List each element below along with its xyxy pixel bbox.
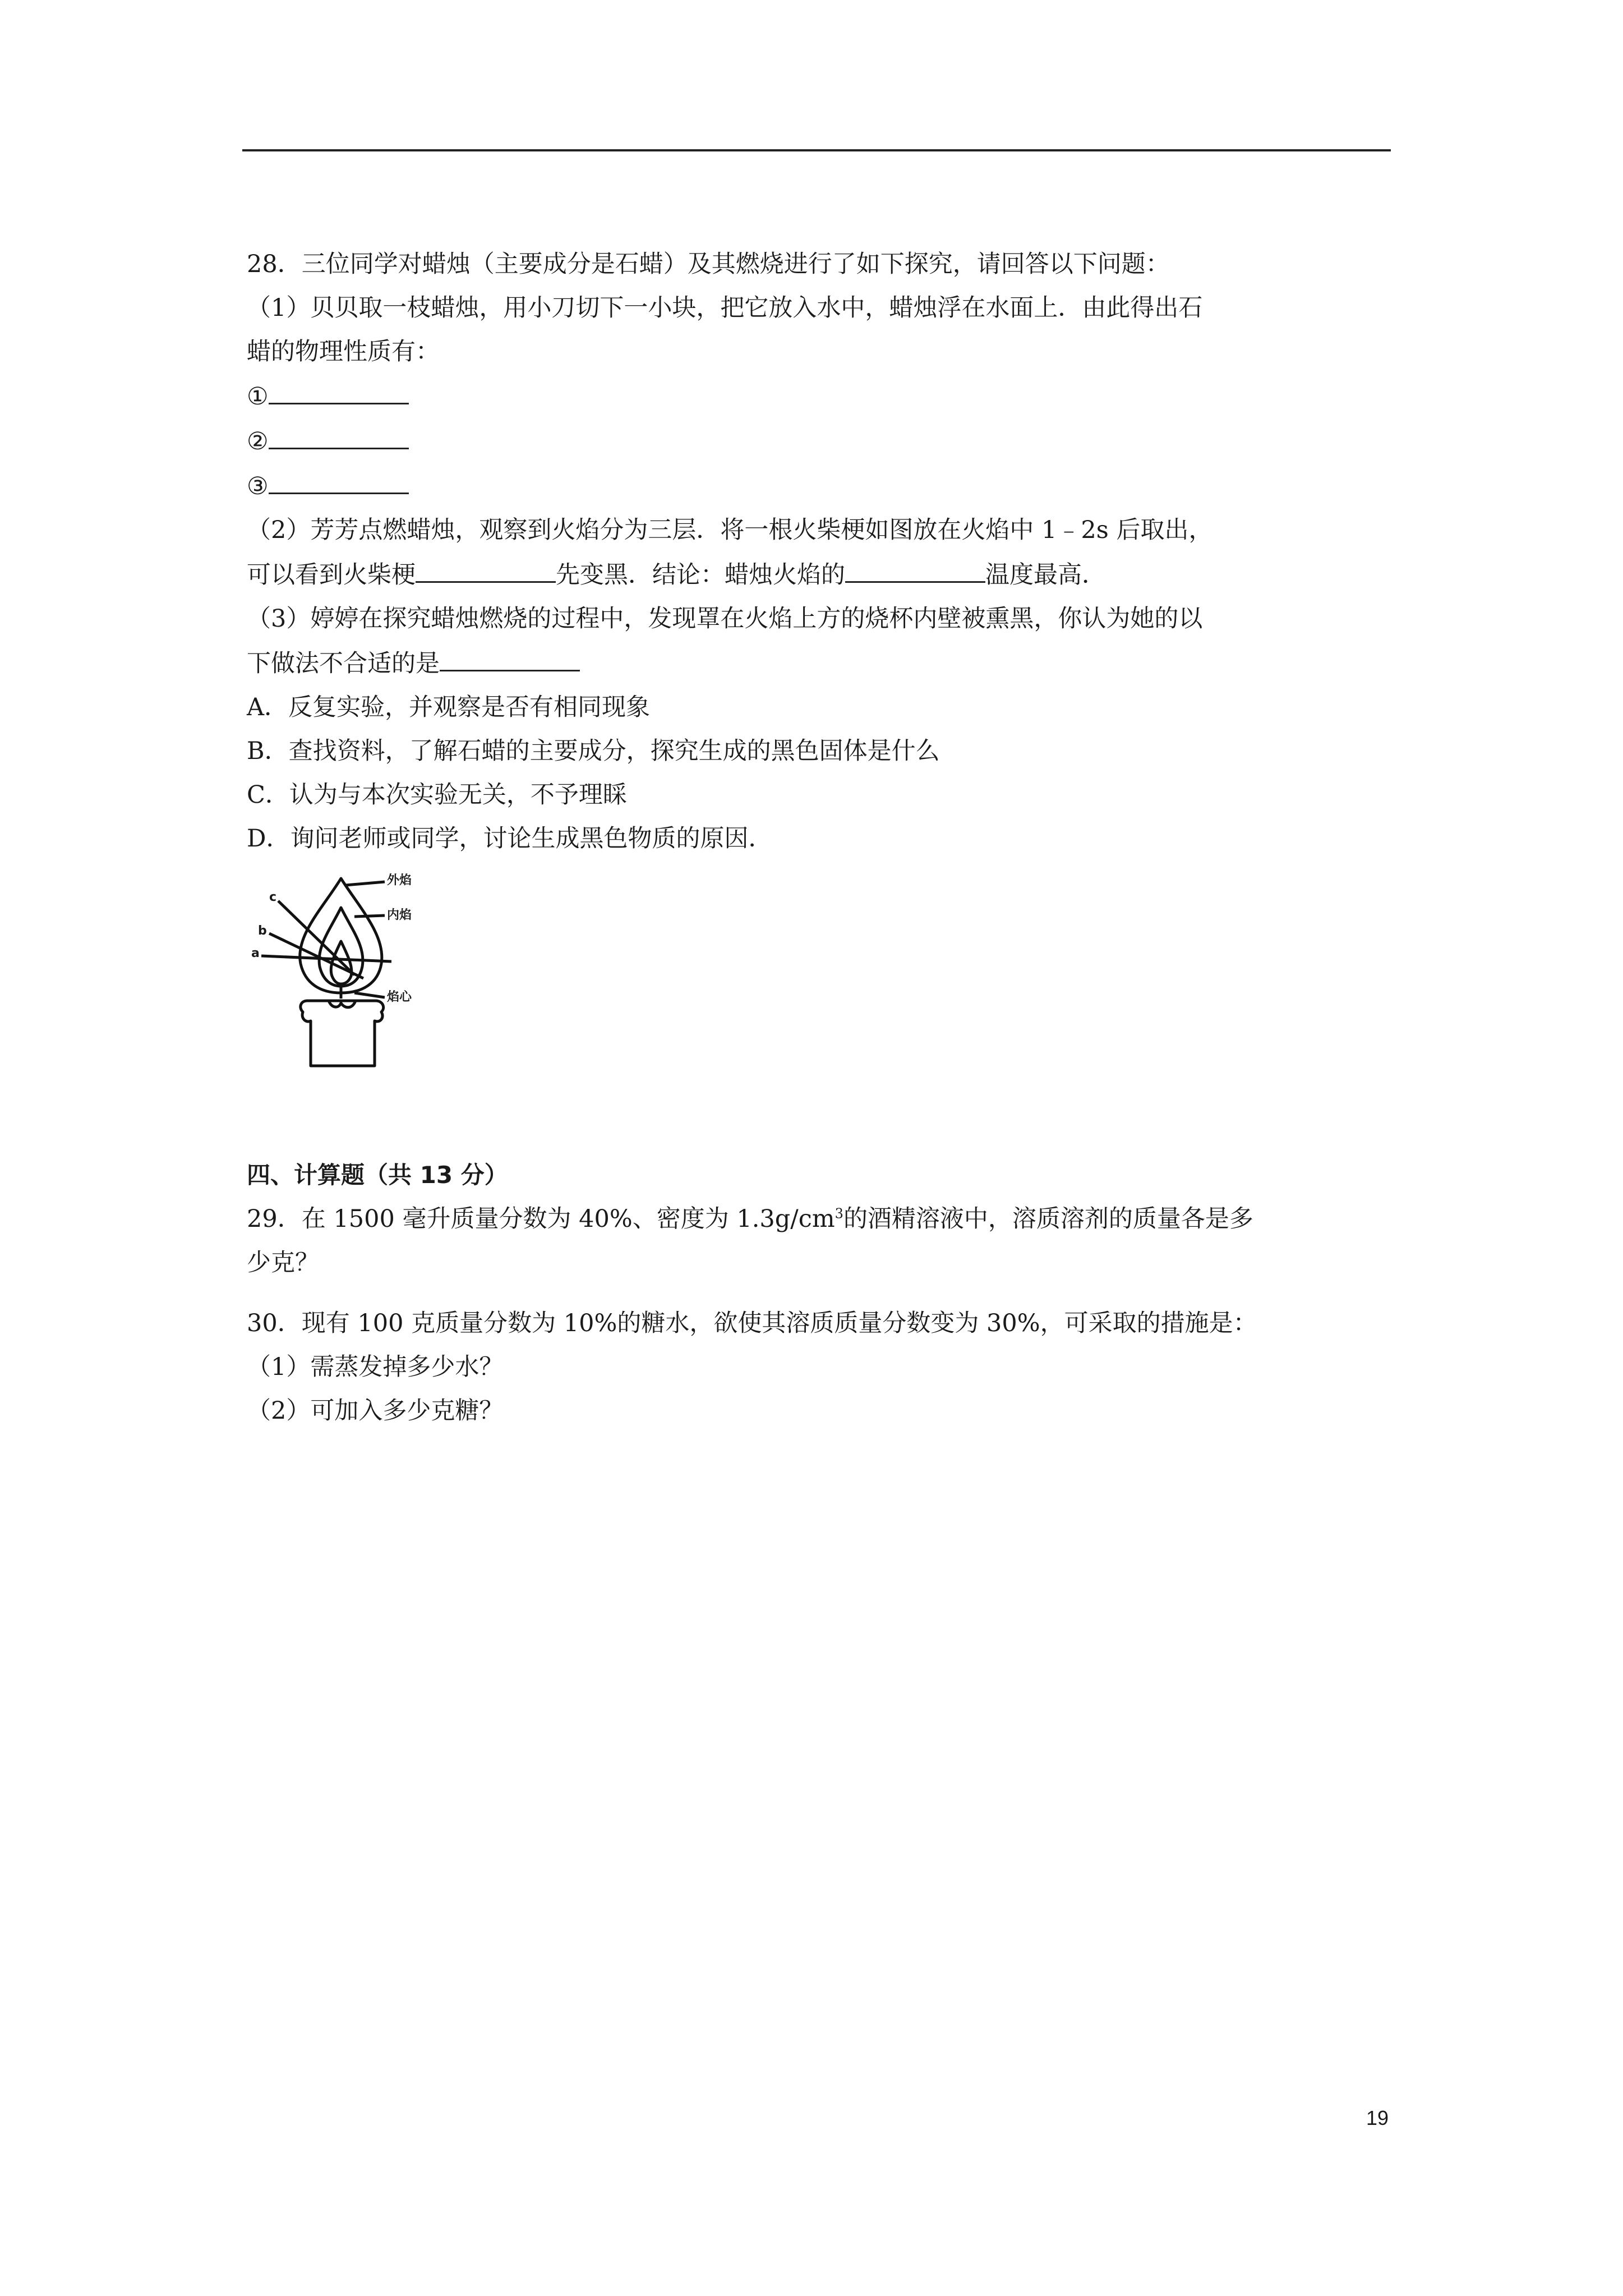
q29-line2: 少克？: [247, 1249, 319, 1277]
part2-text-c: 温度最高．: [985, 561, 1106, 589]
q28-answer-1: [247, 374, 1391, 418]
part2-text-b: 先变黑．结论：蜡烛火焰的: [556, 561, 845, 589]
part3-blank[interactable]: [440, 641, 580, 671]
answer-blank-1[interactable]: [269, 374, 409, 404]
answer-blank-2[interactable]: [269, 418, 409, 449]
page-content: [247, 242, 1391, 1433]
label-flame-core: 焰心: [387, 990, 412, 1004]
candle-flame-figure: [245, 868, 435, 1076]
part2-blank-1[interactable]: [416, 552, 556, 583]
part2-blank-2[interactable]: [845, 552, 985, 583]
q28-part3-line1: （3）婷婷在探究蜡烛燃烧的过程中，发现罩在火焰上方的烧杯内壁被熏黑，你认为她的以: [247, 605, 1203, 633]
label-outer-flame: 外焰: [387, 873, 412, 887]
q30-line1: 30．现有 100 克质量分数为 10%的糖水，欲使其溶质质量分数变为 30%，可采取的措施是：: [247, 1309, 1257, 1337]
option-b: B．查找资料，了解石蜡的主要成分，探究生成的黑色固体是什么: [247, 737, 940, 765]
q29-line1: [247, 1197, 1391, 1241]
label-inner-flame: 内焰: [387, 908, 412, 922]
label-a: a: [251, 946, 260, 960]
q28-part1-line1: （1）贝贝取一枝蜡烛，用小刀切下一小块，把它放入水中，蜡烛浮在水面上．由此得出石: [247, 294, 1203, 322]
q28-part2-line1: （2）芳芳点燃蜡烛，观察到火焰分为三层．将一根火柴梗如图放在火焰中 1﹣2s 后取出，: [247, 516, 1213, 544]
option-c: C．认为与本次实验无关，不予理睬: [247, 781, 627, 809]
option-d: D．询问老师或同学，讨论生成黑色物质的原因．: [247, 825, 773, 853]
answer-mark-1: ①: [247, 383, 269, 411]
q28-answer-2: [247, 418, 1391, 463]
page-number: 19: [1366, 2106, 1389, 2129]
header-rule: [242, 149, 1391, 151]
q30-sub1: （1）需蒸发掉多少水？: [247, 1353, 504, 1381]
q28-part3-line2: [247, 641, 1391, 685]
answer-blank-3[interactable]: [269, 463, 409, 494]
part2-text-a: 可以看到火柴梗: [247, 561, 416, 589]
option-a: A．反复实验，并观察是否有相同现象: [247, 693, 651, 721]
q28-part1-line2: 蜡的物理性质有：: [247, 338, 440, 366]
label-c: c: [269, 890, 277, 904]
answer-mark-3: ③: [247, 472, 269, 500]
q30-sub2: （2）可加入多少克糖？: [247, 1397, 504, 1425]
answer-mark-2: ②: [247, 427, 269, 455]
q28-stem: 28．三位同学对蜡烛（主要成分是石蜡）及其燃烧进行了如下探究，请回答以下问题：: [247, 250, 1170, 278]
spacer: [247, 1285, 1391, 1301]
q29-text-b: 的酒精溶液中，溶质溶剂的质量各是多: [843, 1205, 1253, 1233]
q28-part2-line2: [247, 552, 1391, 597]
section-4-title: 四、计算题（共 13 分）: [247, 1161, 508, 1189]
q29-text-a: 29．在 1500 毫升质量分数为 40%、密度为 1.3g/cm: [247, 1205, 835, 1233]
spacer: [247, 1076, 1391, 1153]
q28-answer-3: [247, 463, 1391, 508]
label-b: b: [258, 924, 267, 938]
part3-text: 下做法不合适的是: [247, 650, 440, 678]
q29-superscript: 3: [834, 1205, 843, 1222]
